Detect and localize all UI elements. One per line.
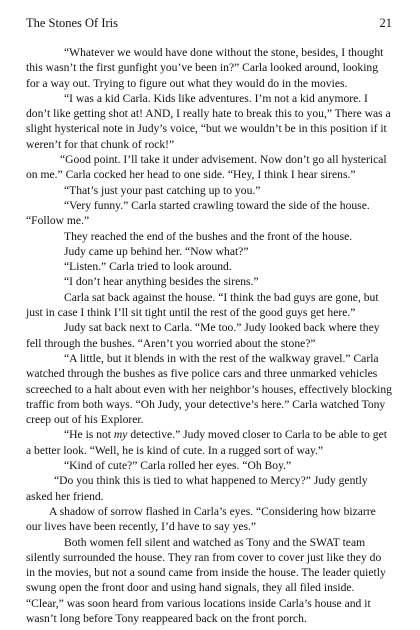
paragraph bbox=[26, 427, 392, 458]
paragraph: “I don’t hear anything besides the sirens.” bbox=[64, 275, 259, 289]
running-header bbox=[26, 16, 392, 30]
paragraph: “Kind of cute?” Carla rolled her eyes. “Oh Boy.” bbox=[64, 459, 292, 473]
paragraph: “Good point. I’ll take it under advisement. Now don’t go all hysterical on me.” Carla cocked her head to one side. “Hey, I think I hear sirens.” bbox=[26, 153, 387, 182]
book-title: The Stones Of Iris bbox=[26, 16, 118, 30]
paragraph: “Whatever we would have done without the stone, besides, I thought this wasn’t the first gunfight you’ve been in?” Carla looked around, looking for a way out. Trying to figure out what they would do in the movies. bbox=[26, 46, 384, 90]
paragraph: “That’s just your past catching up to you.” bbox=[64, 183, 261, 197]
paragraph: They reached the end of the bushes and the front of the house. bbox=[64, 229, 353, 243]
paragraph: “Follow me.” bbox=[26, 214, 90, 228]
paragraph: “Very funny.” Carla started crawling toward the side of the house. bbox=[64, 198, 370, 212]
paragraph: “Listen.” Carla tried to look around. bbox=[64, 260, 232, 274]
paragraph-text: “He is not bbox=[64, 428, 114, 442]
emphasized-word: my bbox=[113, 428, 128, 442]
page-number: 21 bbox=[379, 16, 392, 30]
paragraph: A shadow of sorrow flashed in Carla’s eyes. “Considering how bizarre our lives have been recently, I’d have to say yes.” bbox=[26, 504, 376, 534]
paragraph: Judy came up behind her. “Now what?” bbox=[64, 244, 249, 258]
paragraph: “A little, but it blends in with the rest of the walkway gravel.” Carla watched through the bushes as five police cars and three unmarked vehicles screeched to a halt about even with her neighbor’s houses, effectively blocking traffic from both ways. “Oh Judy, your detective’s here.” Carla watched Tony creep out of his Explorer. bbox=[26, 351, 392, 427]
paragraph: Judy sat back next to Carla. “Me too.” Judy looked back where they fell through the bushes. “Aren’t you worried about the stone?” bbox=[26, 321, 380, 350]
paragraph: “I was a kid Carla. Kids like adventures. I’m not a kid anymore. I don’t like getting shot at! AND, I really hate to break this to you,” There was a slight hysterical note in Judy’s voice, “but we wouldn’t be in this position if it weren’t for that chunk of rock!” bbox=[26, 91, 391, 151]
paragraph: Both women fell silent and watched as Tony and the SWAT team silently surrounded the house. They ran from cover to cover just like they do in the movies, but not a sound came from inside the house. The leader quietly swung open the front door and using hand signals, they all filed inside. “Clear,” was soon heard from various locations inside Carla’s house and it wasn’t long before Tony reappeared back on the front porch. bbox=[26, 535, 386, 625]
paragraph-text: detective.” Judy moved closer to Carla to be able to get a better look. “Well, he is kind of cute. In a rugged sort of way.” bbox=[26, 428, 387, 457]
paragraph: “Do you think this is tied to what happened to Mercy?” Judy gently asked her friend. bbox=[26, 474, 368, 503]
page-body bbox=[26, 45, 392, 626]
paragraph: Carla sat back against the house. “I think the bad guys are gone, but just in case I think I’ll sit tight until the rest of the good guys get here.” bbox=[26, 290, 379, 320]
